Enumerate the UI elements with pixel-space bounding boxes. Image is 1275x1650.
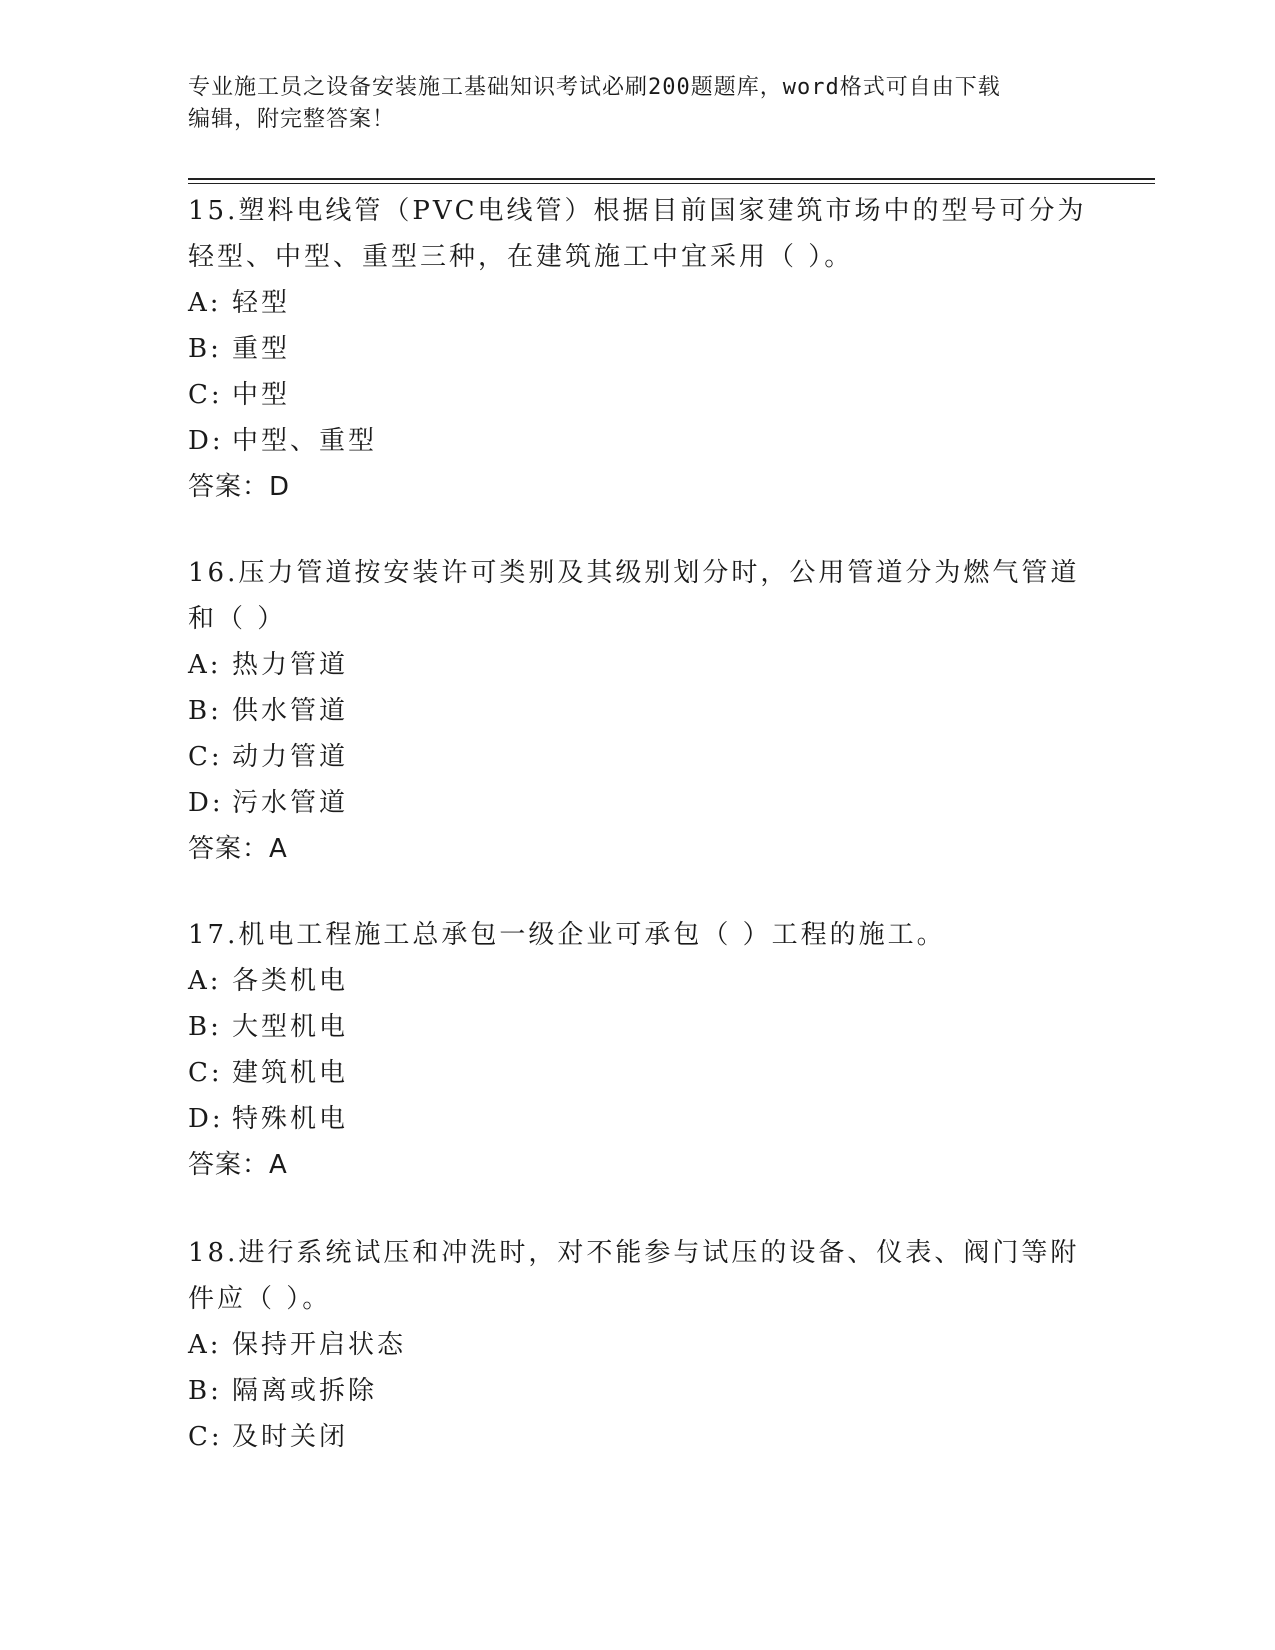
option-letter: B: (188, 334, 222, 364)
option-letter: A: (188, 650, 222, 680)
option-letter: C: (188, 380, 223, 410)
question-stem-line: 16.压力管道按安装许可类别及其级别划分时，公用管道分为燃气管道 (188, 558, 1080, 588)
option-b (188, 1004, 1088, 1050)
option-text: 供水管道 (232, 696, 349, 726)
answer-line: 答案：A (188, 1150, 288, 1180)
option-d (188, 780, 1088, 826)
option-text: 建筑机电 (232, 1058, 349, 1088)
option-c (188, 734, 1088, 780)
answer-line: 答案：D (188, 472, 291, 502)
option-a (188, 642, 1088, 688)
option-d (188, 1096, 1088, 1142)
option-text: 隔离或拆除 (232, 1376, 378, 1406)
option-a (188, 1322, 1088, 1368)
option-text: 各类机电 (232, 966, 349, 996)
option-text: 重型 (232, 334, 291, 364)
option-text: 保持开启状态 (232, 1330, 407, 1360)
answer-line: 答案：A (188, 834, 288, 864)
option-text: 及时关闭 (232, 1422, 349, 1452)
option-c (188, 372, 1088, 418)
option-text: 污水管道 (232, 788, 349, 818)
question-stem-line: 轻型、中型、重型三种，在建筑施工中宜采用（ ）。 (188, 242, 854, 272)
option-text: 中型 (232, 380, 291, 410)
header-divider-thin (188, 183, 1155, 184)
header-line-2: 编辑，附完整答案！ (188, 107, 396, 132)
option-letter: C: (188, 1422, 223, 1452)
option-letter: D: (188, 426, 224, 456)
question-stem-line: 件应（ ）。 (188, 1284, 332, 1314)
question-stem-line: 15.塑料电线管（PVC电线管）根据目前国家建筑市场中的型号可分为 (188, 196, 1087, 226)
question-18 (188, 1230, 1088, 1460)
option-text: 特殊机电 (232, 1104, 349, 1134)
option-letter: D: (188, 1104, 224, 1134)
header-divider-thick (188, 178, 1155, 180)
option-b (188, 688, 1088, 734)
question-15 (188, 188, 1088, 510)
question-17 (188, 912, 1088, 1188)
option-text: 轻型 (232, 288, 291, 318)
option-text: 大型机电 (232, 1012, 349, 1042)
option-a (188, 280, 1088, 326)
option-letter: D: (188, 788, 224, 818)
document-header (188, 72, 1078, 136)
option-letter: B: (188, 696, 222, 726)
option-b (188, 326, 1088, 372)
option-letter: A: (188, 288, 222, 318)
option-letter: A: (188, 966, 222, 996)
option-c (188, 1414, 1088, 1460)
option-text: 中型、重型 (232, 426, 378, 456)
option-letter: B: (188, 1376, 222, 1406)
question-16 (188, 550, 1088, 872)
option-b (188, 1368, 1088, 1414)
question-stem-line: 18.进行系统试压和冲洗时，对不能参与试压的设备、仪表、阀门等附 (188, 1238, 1080, 1268)
option-text: 动力管道 (232, 742, 349, 772)
option-letter: C: (188, 1058, 223, 1088)
option-letter: C: (188, 742, 223, 772)
option-text: 热力管道 (232, 650, 349, 680)
option-c (188, 1050, 1088, 1096)
header-line-1: 专业施工员之设备安装施工基础知识考试必刷200题题库，word格式可自由下载 (188, 75, 1001, 100)
option-d (188, 418, 1088, 464)
question-stem-line: 和（ ） (188, 604, 287, 634)
option-letter: B: (188, 1012, 222, 1042)
question-stem-line: 17.机电工程施工总承包一级企业可承包（ ）工程的施工。 (188, 920, 946, 950)
option-letter: A: (188, 1330, 222, 1360)
option-a (188, 958, 1088, 1004)
